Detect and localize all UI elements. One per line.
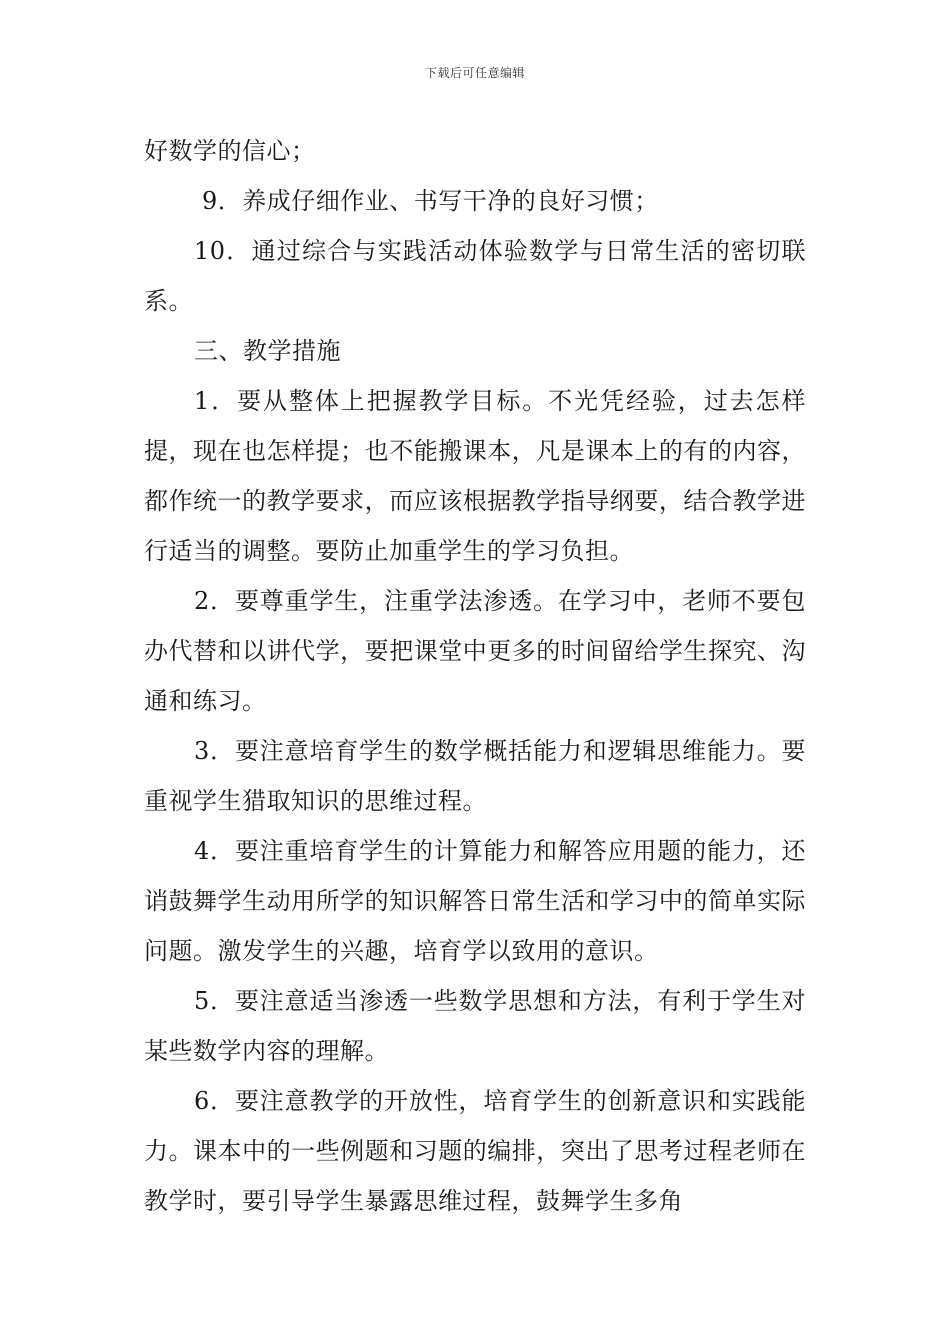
paragraph-item-9: 9．养成仔细作业、书写干净的良好习惯；	[202, 187, 659, 215]
paragraph-measure-6: 6．要注意教学的开放性，培育学生的创新意识和实践能力。课本中的一些例题和习题的编排，突出了思考过程老师在教学时，要引导学生暴露思维过程，鼓舞学生多角	[144, 1087, 806, 1215]
paragraph-item-10: 10．通过综合与实践活动体验数学与日常生活的密切联系。	[144, 237, 806, 315]
paragraph-measure-2: 2．要尊重学生，注重学法渗透。在学习中，老师不要包办代替和以讲代学，要把课堂中更多的时间留给学生探究、沟通和练习。	[144, 587, 806, 715]
section-heading-teaching-measures: 三、教学措施	[194, 337, 341, 365]
paragraph-measure-1: 1．要从整体上把握教学目标。不光凭经验，过去怎样提，现在也怎样提；也不能搬课本，凡是课本上的有的内容，都作统一的教学要求，而应该根据教学指导纲要，结合教学进行适当的调整。要防止加重学生的学习负担。	[144, 387, 806, 565]
document-body	[144, 126, 806, 1226]
paragraph-measure-4: 4．要注重培育学生的计算能力和解答应用题的能力，还诮鼓舞学生动用所学的知识解答日常生活和学习中的简单实际问题。激发学生的兴趣，培育学以致用的意识。	[144, 837, 806, 965]
paragraph-continuation: 好数学的信心；	[144, 137, 316, 165]
paragraph-measure-3: 3．要注意培育学生的数学概括能力和逻辑思维能力。要重视学生猎取知识的思维过程。	[144, 737, 806, 815]
paragraph-measure-5: 5．要注意适当渗透一些数学思想和方法，有利于学生对某些数学内容的理解。	[144, 987, 806, 1065]
page-header-note: 下载后可任意编辑	[424, 66, 525, 80]
